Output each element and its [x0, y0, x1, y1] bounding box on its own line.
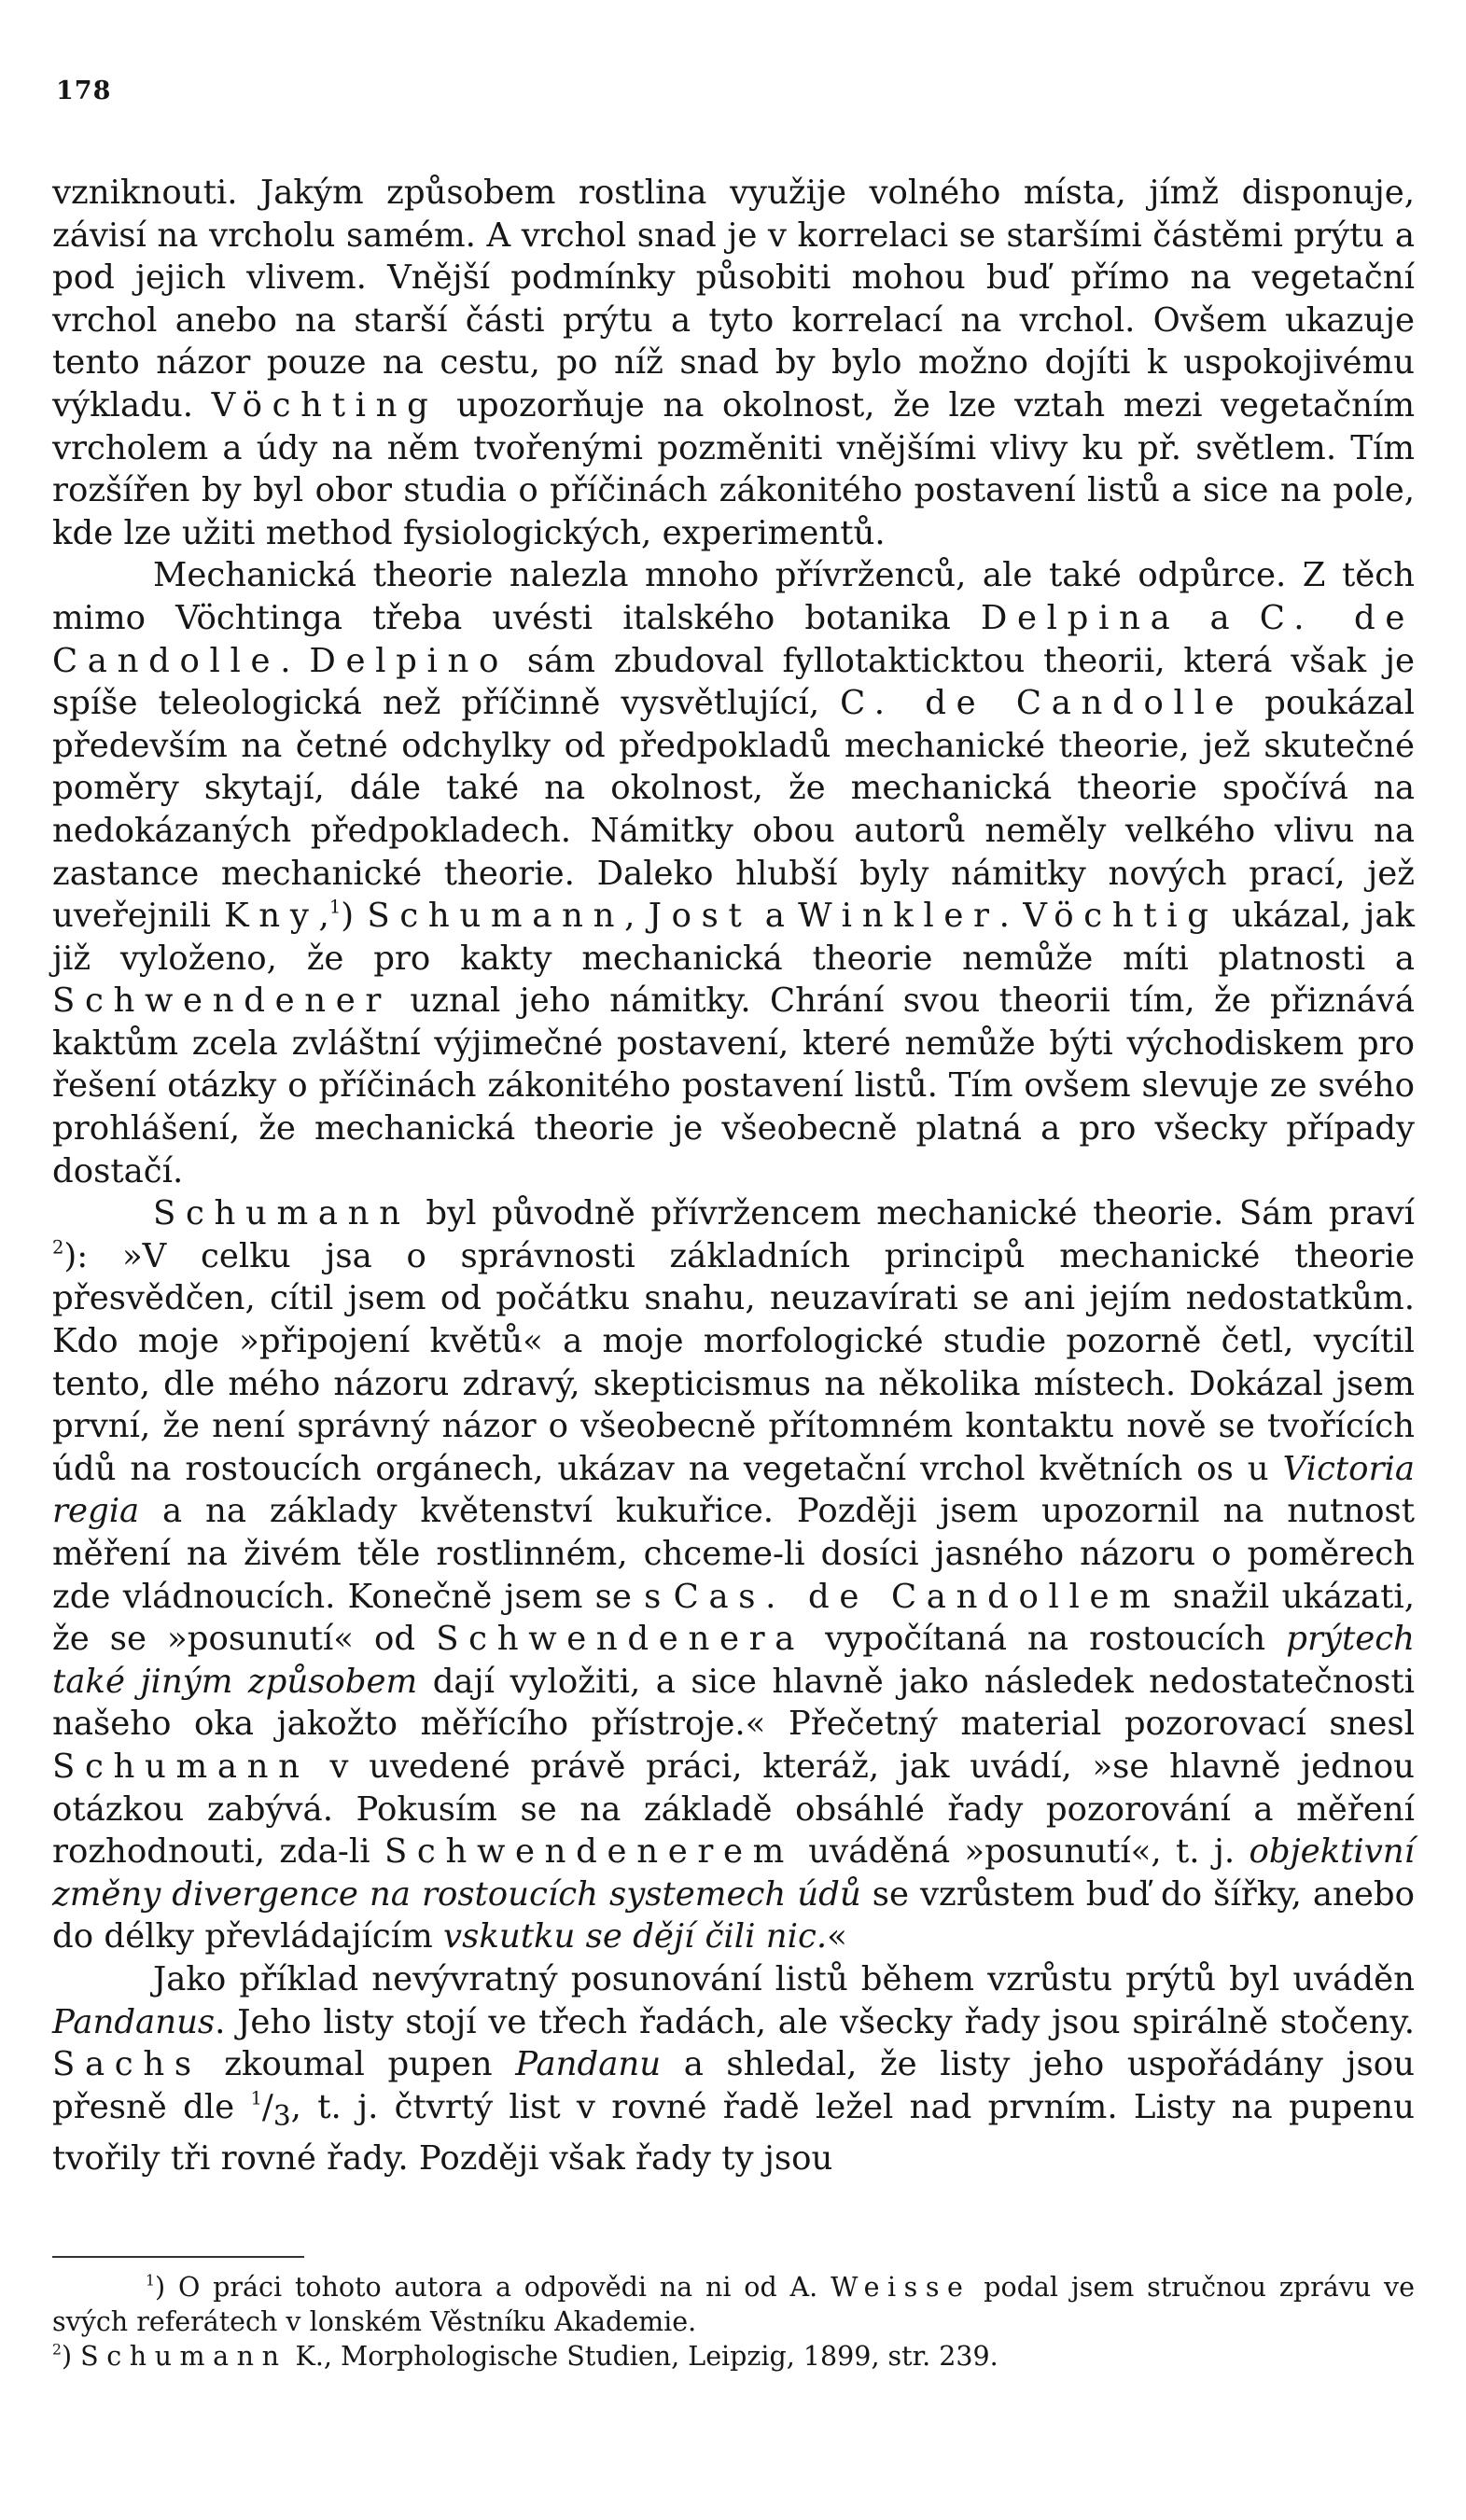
text-run: a: [751, 897, 799, 936]
text-run: Pandanu: [515, 2045, 662, 2084]
text-run: vypočítaná na rostoucích: [804, 1620, 1287, 1659]
text-run: Victoria regia: [52, 1449, 1415, 1531]
text-run: Schumann: [367, 897, 625, 936]
text-run: se vzrůstem buď do šířky, anebo do délky převládajícím: [52, 1874, 1416, 1956]
text-run: Vöchting: [211, 385, 439, 425]
text-run: .: [280, 641, 310, 680]
text-run: a: [1180, 598, 1260, 637]
text-run: podal jsem stručnou zprávu ve svých referátech v lonském Věstníku Akademie.: [52, 2272, 1415, 2337]
text-run: snažil ukázati, že se »posunutí« od: [52, 1577, 1415, 1659]
text-run: v uvedené právě práci, kteráž, jak uvádí, »se hlavně jednou otázkou zabývá. Pokusím se na základě obsáhlé řady pozorování a měření rozhodnouti, zda-li: [52, 1747, 1415, 1872]
body-text: [52, 172, 1415, 2180]
text-run: Pandanus: [52, 2002, 216, 2041]
text-run: .: [998, 897, 1024, 936]
paragraph: [52, 554, 1415, 1192]
footnote-marker: 1: [146, 2271, 155, 2290]
text-run: vskutku se dějí čili nic.: [443, 1917, 828, 1956]
text-run: Schwendenerem: [384, 1832, 794, 1872]
text-run: Cas. de Candollem: [673, 1577, 1161, 1616]
text-run: dají vyložiti, a sice hlavně jako následek nedostatečnosti našeho oka jakožto měřícího přístroje.« Přečetný material pozorovací snesl: [52, 1662, 1415, 1744]
footnote-marker: 2: [52, 1236, 64, 1259]
paragraph: [52, 172, 1415, 554]
text-run: , t. j. čtvrtý list v rovné řadě ležel nad prvním. Listy na pupenu tvořily tři rovné řady. Později však řady ty jsou: [52, 2087, 1415, 2179]
text-run: Mechanická theorie nalezla mnoho přívrženců, ale také odpůrce. Z těch mimo Vöchtinga třeba uvésti italského botanika: [52, 556, 1415, 637]
footnote-separator: [52, 2256, 304, 2258]
text-run: ,: [318, 897, 329, 936]
text-run: a na základy květenství kukuřice. Později jsem upozornil na nutnost měření na živém těle rostlinném, chceme-li dosíci jasného názoru o poměrech zde vládnoucích. Konečně jsem se s: [52, 1492, 1415, 1616]
text-run: Delpina: [980, 598, 1180, 637]
text-run: sám zbudoval fyllotakticktou theorii, která však je spíše teleologická než příčinně vysvětlující,: [52, 641, 1415, 723]
text-run: Jost: [648, 897, 752, 936]
text-run: Schumann: [52, 1747, 310, 1786]
text-run: prýtech také jiným způsobem: [52, 1620, 1415, 1701]
text-run: Jako příklad nevývratný posunování listů během vzrůstu prýtů byl uváděn: [153, 1959, 1415, 1998]
text-run: ) O práci tohoto autora a odpovědi na ni od A.: [154, 2272, 831, 2303]
footnote-marker: 1: [328, 896, 342, 918]
footnote-1: [52, 2270, 1415, 2339]
text-run: uváděná »posunutí«, t. j.: [793, 1832, 1250, 1872]
text-run: uznal jeho námitky. Chrání svou theorii tím, že přiznává kaktům zcela zvláštní výjimečné postavení, které nemůže býti východiskem pro řešení otázky o příčinách zákonitého postavení listů. Tím ovšem slevuje ze svého prohlášení, že mechanická theorie je všeobecně platná a pro všecky případy dostačí.: [52, 982, 1415, 1190]
text-run: poukázal především na četné odchylky od předpokladů mechanické theorie, jež skutečné poměry skytají, dále také na okolnost, že mechanická theorie spočívá na nedokázaných předpokladech. Námitky obou autorů neměly velkého vlivu na zastance mechanické theorie. Daleko hlubší byly námitky nových prací, jež uveřejnili: [52, 684, 1415, 936]
text-run: «: [827, 1917, 847, 1956]
text-run: Kny: [224, 897, 319, 936]
text-run: ): »V celku jsa o správnosti základních principů mechanické theorie přesvědčen, cítil jsem od počátku snahu, neuzavírati se ani jejím nedostatkům. Kdo moje »připojení květů« a moje morfologické studie pozorně četl, vycítil tento, dle mého názoru zdravý, skepticismus na několika místech. Dokázal jsem první, že není správný názor o všeobecně přítomném kontaktu nově se tvořících údů na rostoucích orgánech, ukázav na vegetační vrchol květních os u: [52, 1236, 1415, 1488]
text-run: ukázal, jak již vyloženo, že pro kakty mechanická theorie nemůže míti platnosti a: [52, 897, 1415, 978]
text-run: Sachs: [52, 2045, 202, 2084]
text-run: Schumann: [80, 2341, 287, 2372]
text-run: /: [261, 2087, 273, 2126]
text-run: ,: [624, 897, 649, 936]
text-run: a shledal, že listy jeho uspořádány jsou přesně dle: [52, 2045, 1415, 2126]
text-run: Schwendener: [52, 982, 392, 1021]
text-run: Schumann: [153, 1194, 411, 1233]
text-run: Weisse: [831, 2272, 971, 2303]
footnotes: [52, 2270, 1415, 2374]
text-run: objektivní změny divergence na rostoucích systemech údů: [52, 1832, 1415, 1914]
footnote-marker: 2: [52, 2340, 62, 2359]
text-run: vzniknouti. Jakým způsobem rostlina využije volného místa, jímž disponuje, závisí na vrcholu samém. A vrchol snad je v korrelaci se staršími částěmi prýtu a pod jejich vlivem. Vnější podmínky působiti mohou buď přímo na vegetační vrchol anebo na starší části prýtu a tyto korrelací na vrchol. Ovšem ukazuje tento názor pouze na cestu, po níž snad by bylo možno dojíti k uspokojivému výkladu.: [52, 174, 1415, 425]
text-run: Schwendenera: [436, 1620, 805, 1659]
text-run: Winkler: [798, 897, 999, 936]
footnote-2: [52, 2339, 1415, 2374]
text-run: zkoumal pupen: [201, 2045, 516, 2084]
text-run: Vöchtig: [1023, 897, 1219, 936]
text-run: K., Morphologische Studien, Leipzig, 1899, str. 239.: [286, 2341, 998, 2372]
text-run: 3: [272, 2099, 291, 2132]
page-number: 178: [56, 77, 112, 105]
paragraph: [52, 1192, 1415, 1958]
footnote-marker: 1: [250, 2087, 262, 2109]
text-run: byl původně přívržencem mechanické theorie. Sám praví: [410, 1194, 1415, 1233]
text-run: upozorňuje na okolnost, že lze vztah mezi vegetačním vrcholem a údy na něm tvořenými pozměniti vnějšími vlivy ku př. světlem. Tím rozšířen by byl obor studia o příčinách zákonitého postavení listů a sice na pole, kde lze užiti method fysiologických, experimentů.: [52, 385, 1415, 552]
text-run: . Jeho listy stojí ve třech řadách, ale všecky řady jsou spirálně stočeny.: [215, 2002, 1415, 2041]
text-run: C. de Candolle: [840, 684, 1245, 723]
paragraph: [52, 1958, 1415, 2180]
text-run: C. de Candolle: [52, 598, 1416, 680]
text-run: ): [341, 897, 368, 936]
text-run: Delpino: [309, 641, 510, 680]
text-run: ): [61, 2341, 81, 2372]
